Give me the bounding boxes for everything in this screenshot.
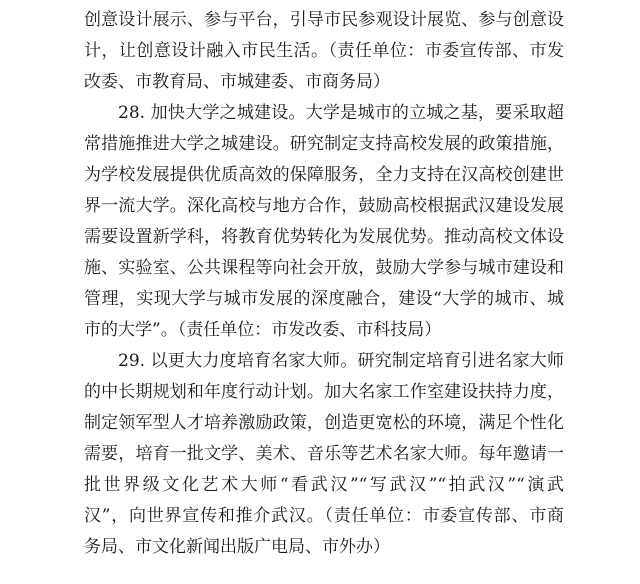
- text-line: 制定领军型人才培养激励政策，创造更宽松的环境，满足个性化: [84, 413, 564, 433]
- text-line: 计，让创意设计融入市民生活。（责任单位：市委宣传部、市发: [84, 41, 564, 61]
- paragraph-heading-line: 29. 以更大力度培育名家大师。研究制定培育引进名家大师: [118, 351, 564, 371]
- paragraph-27-tail: [84, 5, 564, 98]
- text-line: 需要，培育一批文学、美术、音乐等艺术名家大师。每年邀请一: [84, 444, 564, 464]
- paragraph-29: [84, 346, 564, 563]
- text-line: 汉”，向世界宣传和推介武汉。（责任单位：市委宣传部、市商: [84, 506, 564, 526]
- body-text: [84, 5, 564, 563]
- text-line: 为学校发展提供优质高效的保障服务，全力支持在汉高校创建世: [84, 165, 564, 185]
- text-line: 改委、市教育局、市城建委、市商务局）: [84, 72, 390, 92]
- text-line: 创意设计展示、参与平台，引导市民参观设计展览、参与创意设: [84, 10, 564, 30]
- text-line: 务局、市文化新闻出版广电局、市外办）: [84, 537, 390, 557]
- text-line: 施、实验室、公共课程等向社会开放，鼓励大学参与城市建设和: [84, 258, 564, 278]
- text-line: 市的大学”。（责任单位：市发改委、市科技局）: [84, 320, 442, 340]
- text-line: 常措施推进大学之城建设。研究制定支持高校发展的政策措施，: [84, 134, 564, 154]
- text-line: 界一流大学。深化高校与地方合作，鼓励高校根据武汉建设发展: [84, 196, 564, 216]
- text-line: 需要设置新学科，将教育优势转化为发展优势。推动高校文体设: [84, 227, 564, 247]
- text-line: 管理，实现大学与城市发展的深度融合，建设“大学的城市、城: [84, 289, 564, 309]
- paragraph-heading-line: 28. 加快大学之城建设。大学是城市的立城之基，要采取超: [118, 103, 564, 123]
- paragraph-28: [84, 98, 564, 346]
- text-line: 批世界级文化艺术大师“看武汉”“写武汉”“拍武汉”“演武: [84, 475, 564, 495]
- text-line: 的中长期规划和年度行动计划。加大名家工作室建设扶持力度，: [84, 382, 564, 402]
